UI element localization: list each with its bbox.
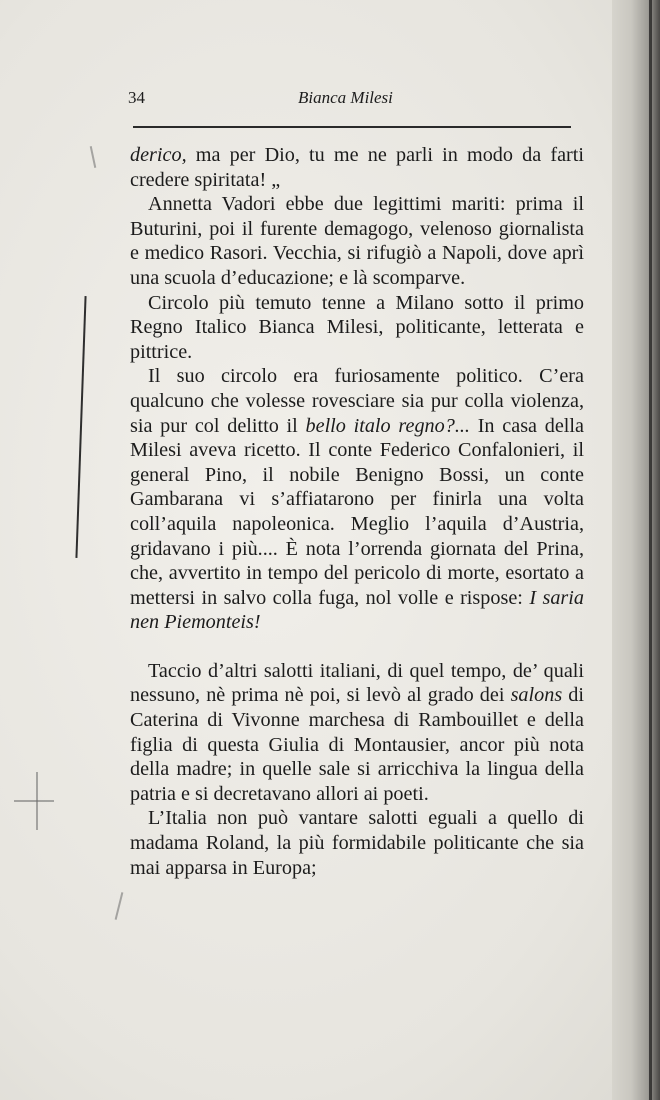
running-title: Bianca Milesi [298,88,393,107]
text-run: Il suo circolo era furiosamente politico. C’era qualcuno che volesse rovesciare sia pur colla violenza, sia pur col delitto il [130,365,584,437]
italic-text: derico, [130,144,187,166]
paragraph [130,192,584,290]
paragraph [130,659,584,807]
page-header [128,84,582,114]
header-rule [133,126,571,128]
text-run: In casa della Milesi aveva ricetto. Il conte Federico Confalonieri, il general Pino, il nobile Benigno Bossi, un conte Gambarana vi s’affiatarono per finirla una volta coll’aquila napoleonica. Meglio l’aquila d’Austria, gridavano i più.... È nota l’orrenda giornata del Prina, che, avvertito in tempo del pericolo di morte, esortato a mettersi in salvo colla fuga, nol volle e rispose: [130,414,584,609]
italic-text: salons [510,684,563,707]
paragraph [130,364,584,635]
text-run: Annetta Vadori ebbe due legittimi mariti: prima il Buturini, poi il furente demagogo, velenoso giornalista e medico Rasori. Vecchia, si rifugiò a Napoli, dove aprì una scuola d’educazione; e là scomparve. [130,193,584,289]
italic-text: bello italo regno?... [305,414,470,437]
body-text [130,143,584,880]
pencil-mark [14,800,54,802]
text-run: ma per Dio, tu me ne parli in modo da farti credere spiritata! „ [130,144,584,191]
text-run: Circolo più temuto tenne a Milano sotto il primo Regno Italico Bianca Milesi, politicante, letterata e pittrice. [130,291,584,363]
text-run: di Caterina di Vivonne marchesa di Rambouillet e della figlia di questa Giulia di Montausier, ancor più nota della madre; in quelle sale si arricchiva la lingua della patria e si decretavano allori ai poeti. [130,684,584,805]
paragraph [130,291,584,365]
text-run: L’Italia non può vantare salotti eguali a quello di madama Roland, la più formidabile politicante che sia mai apparsa in Europa; [130,807,584,879]
paragraph [130,806,584,880]
text-run: Taccio d’altri salotti italiani, di quel tempo, de’ quali nessuno, nè prima nè poi, si levò al grado dei [130,659,584,707]
book-binding-edge [612,0,660,1100]
paragraph [130,143,584,192]
page-number: 34 [128,88,145,107]
italic-text: I saria nen Piemonteis! [130,586,584,634]
